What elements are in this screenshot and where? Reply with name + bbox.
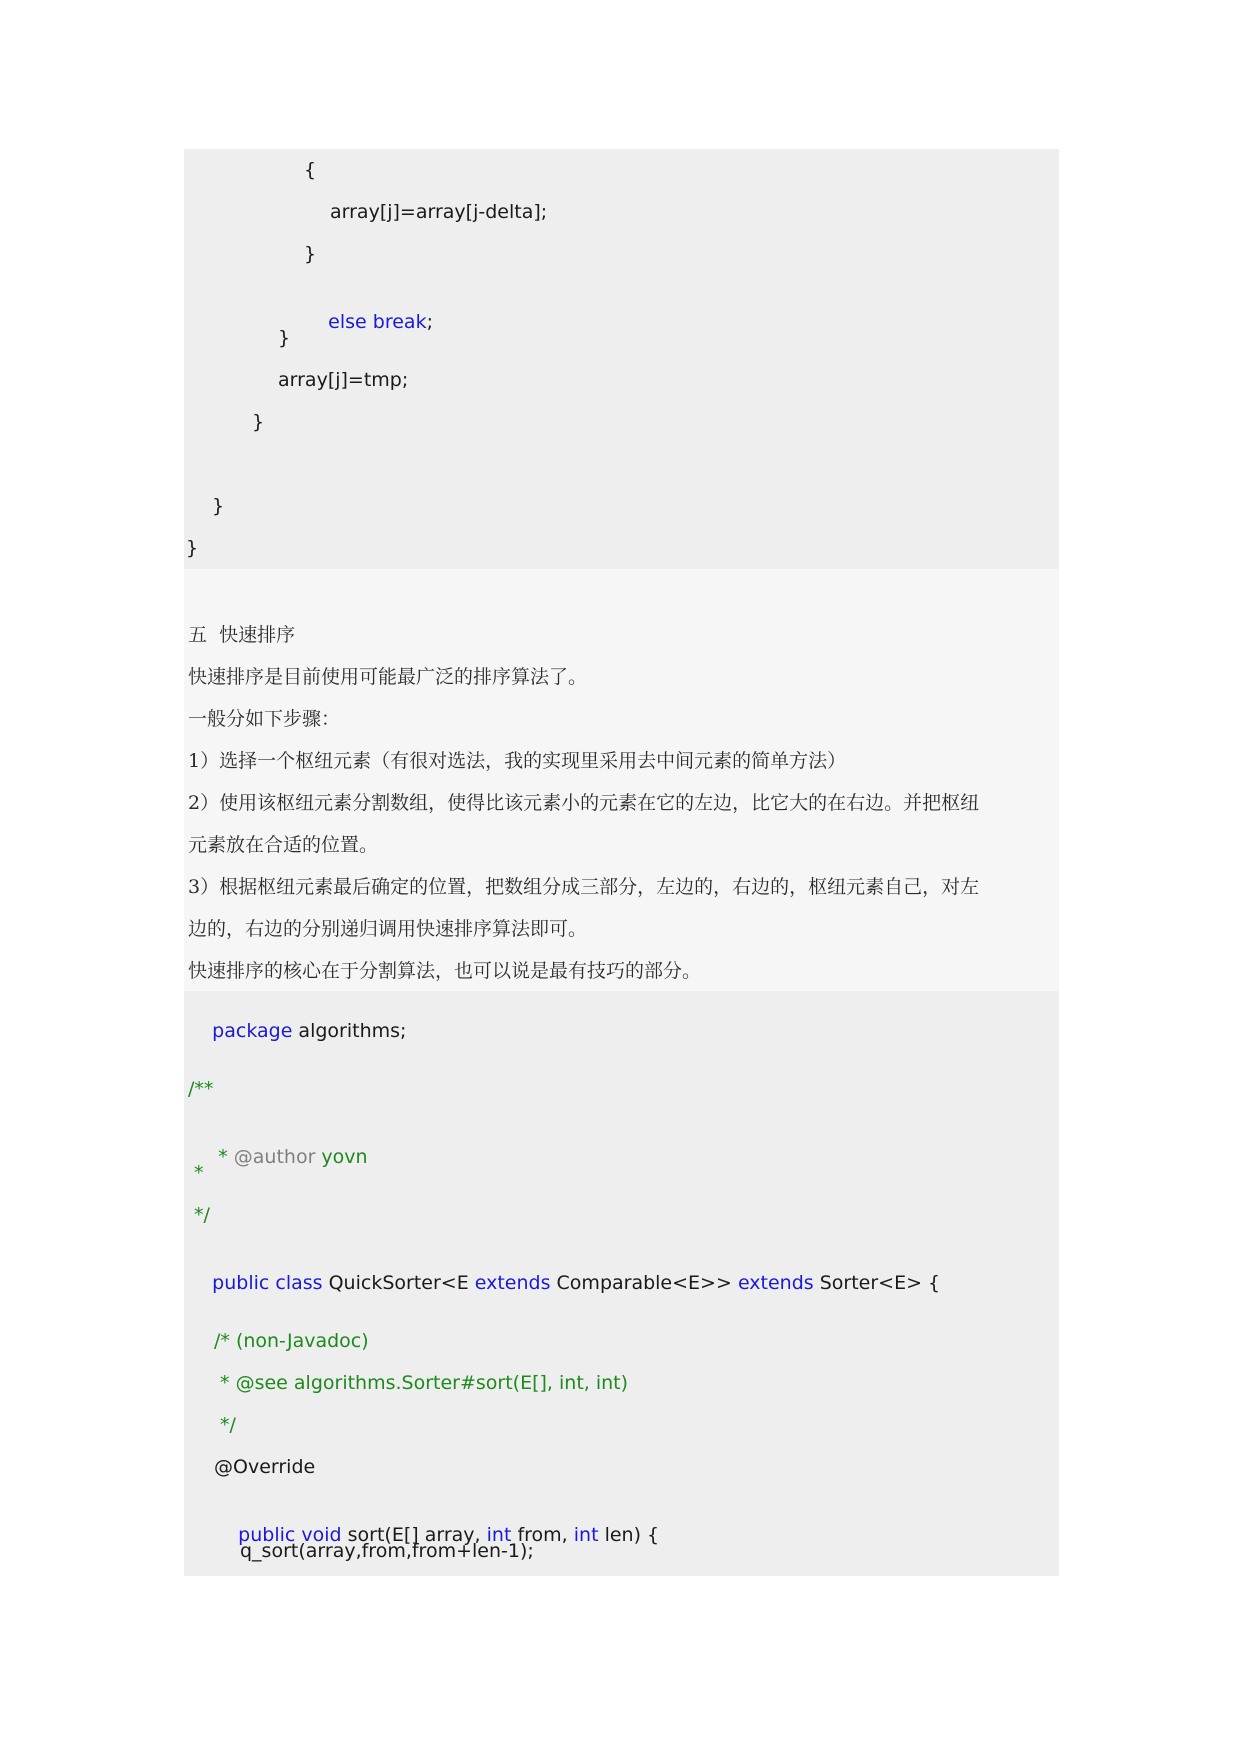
annotation-override: @Override xyxy=(214,1456,316,1478)
keyword-class: class xyxy=(275,1272,323,1294)
javadoc-author: * @author yovn xyxy=(212,1146,368,1168)
code-line-call: q_sort(array,from,from+len-1); xyxy=(240,1540,534,1562)
code-line: } xyxy=(186,537,199,559)
code-block-bottom xyxy=(184,991,1059,1576)
javadoc-empty: * xyxy=(188,1162,204,1184)
keyword-break: break xyxy=(372,311,427,333)
code-line: } xyxy=(278,327,291,349)
code-line: } xyxy=(212,495,225,517)
code-line: { xyxy=(304,159,317,181)
comment-line: */ xyxy=(214,1414,236,1436)
keyword-extends: extends xyxy=(474,1272,551,1294)
keyword-extends: extends xyxy=(737,1272,814,1294)
list-item-continuation: 边的，右边的分别递归调用快速排序算法即可。 xyxy=(188,918,588,940)
code-line: } xyxy=(304,243,317,265)
javadoc-open: /** xyxy=(188,1078,214,1100)
paragraph: 快速排序是目前使用可能最广泛的排序算法了。 xyxy=(188,666,588,688)
method-declaration: public void sort(E[] array, int from, int len) { xyxy=(238,1524,660,1546)
keyword-public: public xyxy=(212,1272,270,1294)
paragraph: 快速排序的核心在于分割算法，也可以说是最有技巧的部分。 xyxy=(188,960,702,982)
keyword-else: else xyxy=(328,311,367,333)
keyword-int: int xyxy=(486,1524,512,1546)
section-heading: 五 快速排序 xyxy=(188,624,296,646)
list-item: 3）根据枢纽元素最后确定的位置，把数组分成三部分，左边的，右边的，枢纽元素自己，对左 xyxy=(188,876,980,898)
javadoc-close: */ xyxy=(188,1204,210,1226)
list-item-continuation: 元素放在合适的位置。 xyxy=(188,834,379,856)
keyword-int: int xyxy=(573,1524,599,1546)
list-item: 2）使用该枢纽元素分割数组，使得比该元素小的元素在它的左边，比它大的在右边。并把枢纽 xyxy=(188,792,980,814)
code-line-package: package algorithms; xyxy=(212,1020,407,1042)
comment-line: * @see algorithms.Sorter#sort(E[], int, int) xyxy=(214,1372,629,1394)
code-line: else break; xyxy=(328,311,433,333)
class-declaration: public class QuickSorter<E extends Comparable<E>> extends Sorter<E> { xyxy=(212,1272,941,1294)
list-item: 1）选择一个枢纽元素（有很对选法，我的实现里采用去中间元素的简单方法） xyxy=(188,750,847,772)
keyword-void: void xyxy=(301,1524,342,1546)
javadoc-tag: @author xyxy=(233,1146,316,1168)
comment-line: /* (non-Javadoc) xyxy=(214,1330,369,1352)
prose-section xyxy=(184,569,1059,991)
code-line: array[j]=array[j-delta]; xyxy=(330,201,548,223)
keyword-public: public xyxy=(238,1524,296,1546)
code-line: } xyxy=(252,411,265,433)
paragraph: 一般分如下步骤： xyxy=(188,708,341,730)
keyword-package: package xyxy=(212,1020,293,1042)
code-line: array[j]=tmp; xyxy=(278,369,409,391)
code-block-top xyxy=(184,149,1059,569)
